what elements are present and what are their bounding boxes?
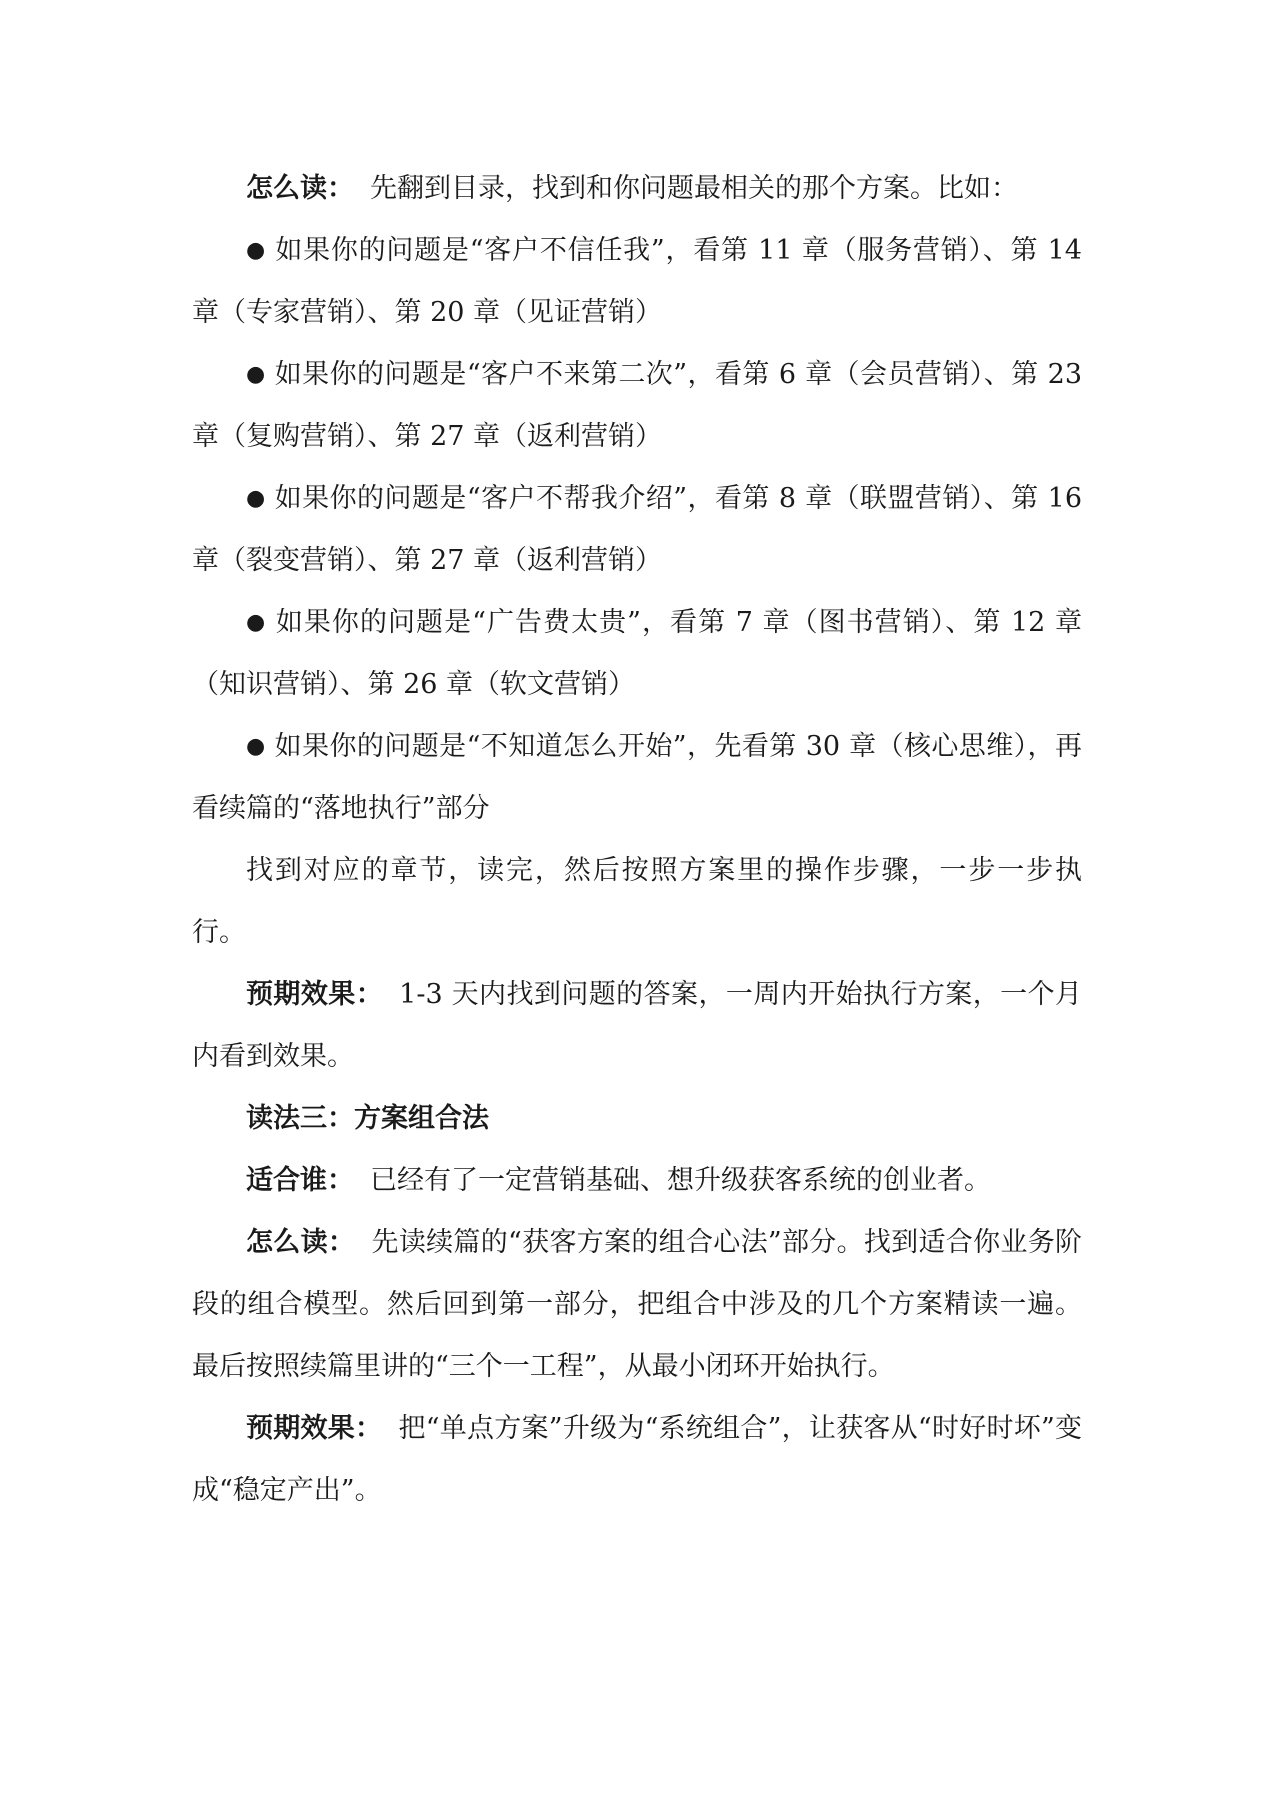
bullet-text: 如果你的问题是“客户不帮我介绍”，看第 8 章（联盟营销）、第 16 章（裂变营销）、第 27 章（返利营销） [192, 483, 1083, 576]
expected-effect-text: 1-3 天内找到问题的答案，一周内开始执行方案，一个月内看到效果。 [192, 979, 1083, 1072]
bullet-text: 如果你的问题是“广告费太贵”，看第 7 章（图书营销）、第 12 章（知识营销）、第 26 章（软文营销） [192, 607, 1082, 700]
how-to-read-paragraph-2 [192, 1212, 1082, 1398]
find-chapter-paragraph: 找到对应的章节，读完，然后按照方案里的操作步骤，一步一步执行。 [192, 855, 1082, 948]
bullet-dot-icon: ● [246, 486, 266, 511]
bullet-dot-icon: ● [246, 362, 266, 387]
bullet-item-start [192, 716, 1082, 840]
bullet-dot-icon: ● [246, 238, 266, 263]
bullet-text: 如果你的问题是“客户不来第二次”，看第 6 章（会员营销）、第 23 章（复购营销）、第 27 章（返利营销） [192, 359, 1083, 452]
bullet-dot-icon: ● [246, 734, 266, 759]
expected-effect-paragraph [192, 964, 1082, 1088]
how-to-read-label: 怎么读： [246, 173, 354, 204]
how-to-read-label: 怎么读： [246, 1227, 356, 1258]
how-to-read-text: 先翻到目录，找到和你问题最相关的那个方案。比如： [370, 173, 1018, 204]
bullet-item-ad-cost [192, 592, 1082, 716]
bullet-text: 如果你的问题是“客户不信任我”，看第 11 章（服务营销）、第 14 章（专家营销）、第 20 章（见证营销） [192, 235, 1082, 328]
section-heading-method-three: 读法三：方案组合法 [246, 1103, 489, 1134]
how-to-read-paragraph [192, 158, 1082, 220]
suitable-for-paragraph [192, 1150, 1082, 1212]
bullet-item-referral [192, 468, 1082, 592]
suitable-for-text: 已经有了一定营销基础、想升级获客系统的创业者。 [370, 1165, 991, 1196]
bullet-item-trust [192, 220, 1082, 344]
how-to-read-text: 先读续篇的“获客方案的组合心法”部分。找到适合你业务阶段的组合模型。然后回到第一部分，把组合中涉及的几个方案精读一遍。最后按照续篇里讲的“三个一工程”，从最小闭环开始执行。 [192, 1227, 1083, 1382]
expected-effect-label: 预期效果： [246, 979, 384, 1010]
suitable-for-label: 适合谁： [246, 1165, 354, 1196]
expected-effect-text: 把“单点方案”升级为“系统组合”，让获客从“时好时坏”变成“稳定产出”。 [192, 1413, 1083, 1506]
bullet-item-repeat [192, 344, 1082, 468]
expected-effect-paragraph-2 [192, 1398, 1082, 1522]
expected-effect-label: 预期效果： [246, 1413, 383, 1444]
page-body [192, 158, 1082, 1522]
bullet-text: 如果你的问题是“不知道怎么开始”，先看第 30 章（核心思维），再看续篇的“落地执行”部分 [192, 731, 1082, 824]
bullet-dot-icon: ● [246, 610, 267, 635]
